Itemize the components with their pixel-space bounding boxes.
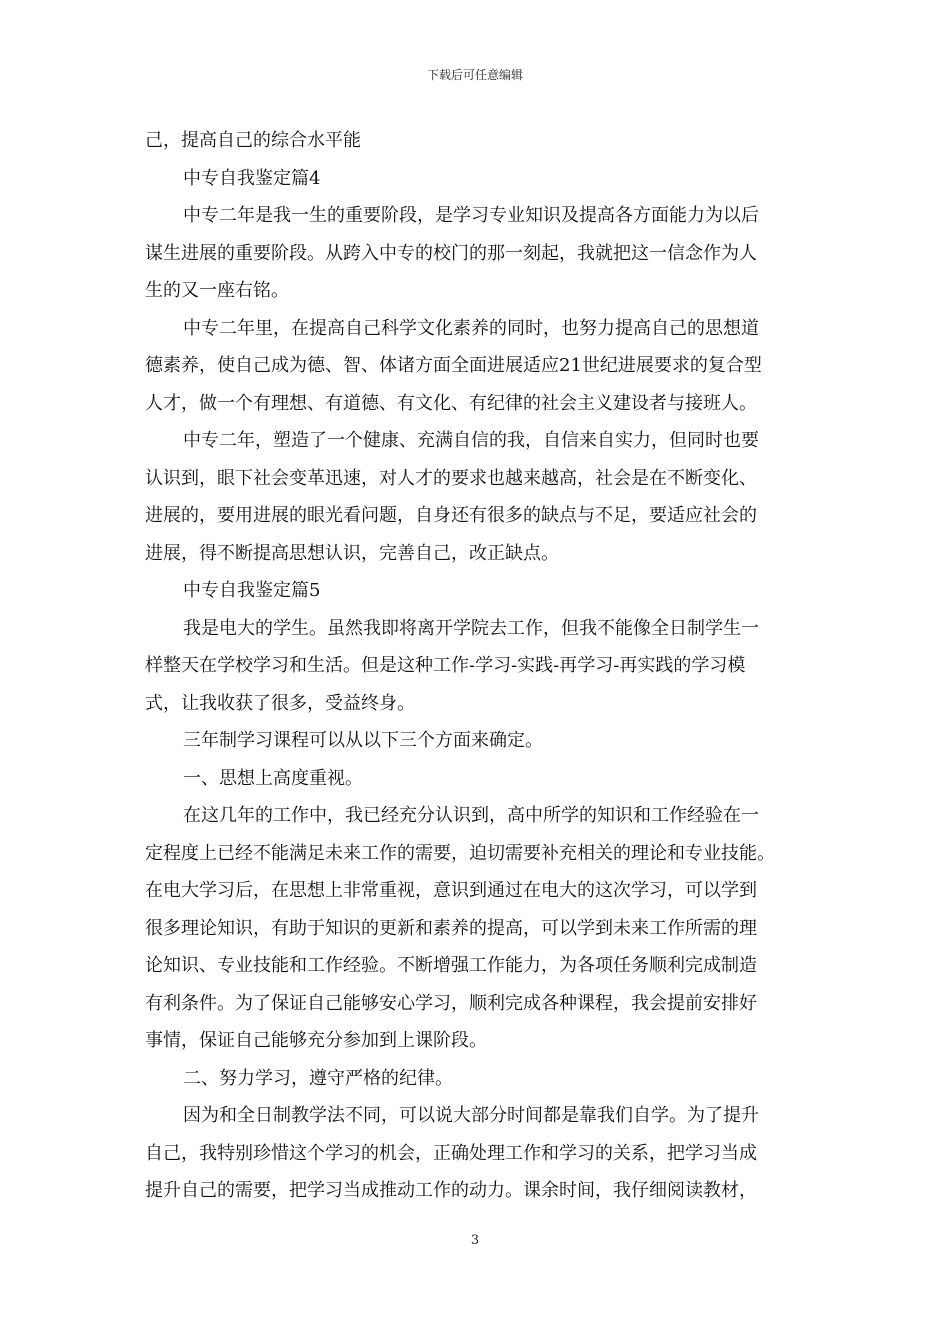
text-line: 定程度上已经不能满足未来工作的需要，迫切需要补充相关的理论和专业技能。 <box>145 842 775 864</box>
text-line: 有利条件。为了保证自己能够安心学习，顺利完成各种课程，我会提前安排好 <box>145 992 757 1014</box>
text-line: 谋生进展的重要阶段。从跨入中专的校门的那一刻起，我就把这一信念作为人 <box>145 242 757 264</box>
text-line: 进展的，要用进展的眼光看问题，自身还有很多的缺点与不足，要适应社会的 <box>145 505 757 526</box>
text-line: 提升自己的需要，把学习当成推动工作的动力。课余时间，我仔细阅读教材， <box>145 1180 757 1201</box>
text-line: 生的又一座右铭。 <box>145 280 289 301</box>
text-line: 进展，得不断提高思想认识，完善自己，改正缺点。 <box>145 542 559 564</box>
text-line: 很多理论知识，有助于知识的更新和素养的提高，可以学到未来工作所需的理 <box>145 917 757 939</box>
text-line: 我是电大的学生。虽然我即将离开学院去工作，但我不能像全日制学生一 <box>183 617 759 639</box>
text-line: 在这几年的工作中，我已经充分认识到，高中所学的知识和工作经验在一 <box>183 805 759 826</box>
text-line: 己，提高自己的综合水平能 <box>145 130 361 151</box>
text-line: 三年制学习课程可以从以下三个方面来确定。 <box>183 730 543 751</box>
text-line: 德素养，使自己成为德、智、体诸方面全面进展适应21世纪进展要求的复合型 <box>145 355 762 376</box>
page-header: 下载后可任意编辑 <box>426 68 523 82</box>
document-body <box>145 122 810 1210</box>
text-line: 二、努力学习，遵守严格的纪律。 <box>183 1067 453 1089</box>
text-line: 式，让我收获了很多，受益终身。 <box>145 692 415 714</box>
text-line: 样整天在学校学习和生活。但是这种工作-学习-实践-再学习-再实践的学习模 <box>145 655 746 676</box>
text-line: 人才，做一个有理想、有道德、有文化、有纪律的社会主义建设者与接班人。 <box>145 392 757 414</box>
text-line: 认识到，眼下社会变革迅速，对人才的要求也越来越高，社会是在不断变化、 <box>145 467 757 489</box>
text-line: 中专二年里，在提高自己科学文化素养的同时，也努力提高自己的思想道 <box>183 317 759 339</box>
text-line: 中专二年是我一生的重要阶段，是学习专业知识及提高各方面能力为以后 <box>183 205 759 226</box>
text-line: 自己，我特别珍惜这个学习的机会，正确处理工作和学习的关系，把学习当成 <box>145 1142 757 1164</box>
text-line: 一、思想上高度重视。 <box>183 767 363 789</box>
text-line: 在电大学习后，在思想上非常重视，意识到通过在电大的这次学习，可以学到 <box>145 880 757 901</box>
text-line: 中专二年，塑造了一个健康、充满自信的我，自信来自实力，但同时也要 <box>183 430 759 451</box>
page-number: 3 <box>470 1233 480 1248</box>
text-line: 中专自我鉴定篇4 <box>183 167 321 189</box>
text-line: 论知识、专业技能和工作经验。不断增强工作能力，为各项任务顺利完成制造 <box>145 955 757 976</box>
text-line: 中专自我鉴定篇5 <box>183 580 321 601</box>
text-line: 事情，保证自己能够充分参加到上课阶段。 <box>145 1030 487 1051</box>
text-line: 因为和全日制教学法不同，可以说大部分时间都是靠我们自学。为了提升 <box>183 1105 759 1126</box>
